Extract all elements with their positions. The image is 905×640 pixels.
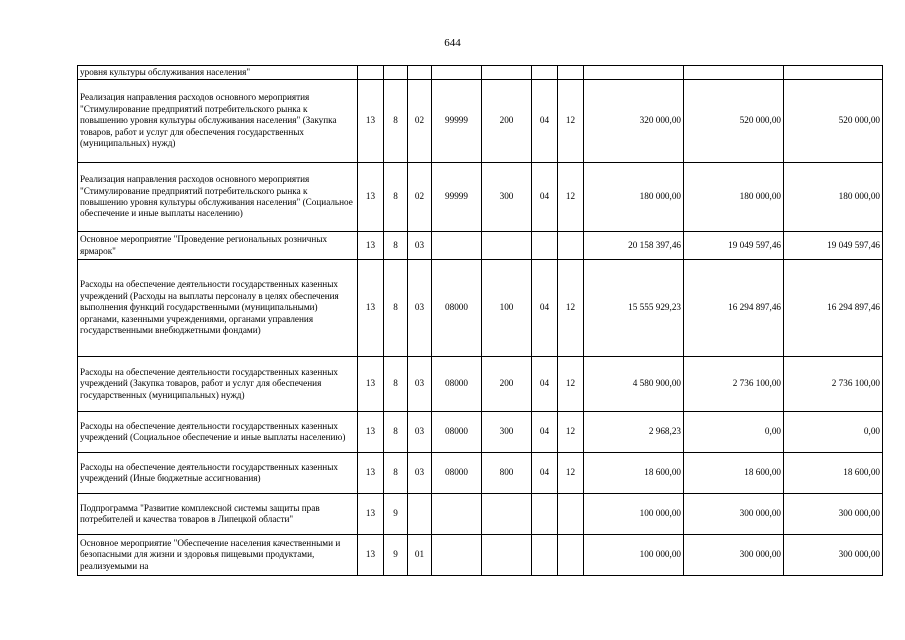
amount-year3-cell: 18 600,00 <box>784 453 883 494</box>
code-pp-cell <box>384 66 408 80</box>
code-direction-cell <box>432 66 482 80</box>
table-row <box>78 260 883 357</box>
table-row <box>78 494 883 535</box>
code-gp-cell: 13 <box>358 535 384 576</box>
code-om-cell <box>408 66 432 80</box>
table-row <box>78 357 883 412</box>
amount-year1-cell: 100 000,00 <box>584 494 684 535</box>
page-number: 644 <box>444 37 461 49</box>
code-direction-cell: 08000 <box>432 412 482 453</box>
table-row <box>78 163 883 232</box>
code-subsection-cell <box>558 535 584 576</box>
code-direction-cell <box>432 494 482 535</box>
row-name-cell: Расходы на обеспечение деятельности государственных казенных учреждений (Иные бюджетные ассигнования) <box>78 453 358 494</box>
budget-table <box>77 65 883 576</box>
amount-year3-cell: 180 000,00 <box>784 163 883 232</box>
amount-year3-cell: 300 000,00 <box>784 494 883 535</box>
table-row <box>78 66 883 80</box>
code-subsection-cell <box>558 232 584 260</box>
code-subsection-cell: 12 <box>558 357 584 412</box>
amount-year3-cell: 2 736 100,00 <box>784 357 883 412</box>
amount-year3-cell: 0,00 <box>784 412 883 453</box>
amount-year3-cell: 300 000,00 <box>784 535 883 576</box>
code-subsection-cell: 12 <box>558 412 584 453</box>
row-name-cell: Реализация направления расходов основного мероприятия "Стимулирование предприятий потребительского рынка к повышению уровня культуры обслуживания населения" (Социальное обеспечение и иные выплаты населению) <box>78 163 358 232</box>
amount-year1-cell: 100 000,00 <box>584 535 684 576</box>
code-om-cell <box>408 494 432 535</box>
amount-year2-cell: 300 000,00 <box>684 494 784 535</box>
code-om-cell: 03 <box>408 412 432 453</box>
amount-year2-cell <box>684 66 784 80</box>
row-name-cell: Подпрограмма "Развитие комплексной системы защиты прав потребителей и качества товаров в Липецкой области" <box>78 494 358 535</box>
code-gp-cell: 13 <box>358 412 384 453</box>
amount-year1-cell: 180 000,00 <box>584 163 684 232</box>
amount-year2-cell: 300 000,00 <box>684 535 784 576</box>
amount-year2-cell: 19 049 597,46 <box>684 232 784 260</box>
code-om-cell: 03 <box>408 232 432 260</box>
code-om-cell: 03 <box>408 357 432 412</box>
code-subsection-cell: 12 <box>558 163 584 232</box>
code-pp-cell: 9 <box>384 494 408 535</box>
table-row <box>78 232 883 260</box>
code-section-cell: 04 <box>532 80 558 163</box>
amount-year1-cell: 2 968,23 <box>584 412 684 453</box>
code-section-cell <box>532 494 558 535</box>
row-name-cell: уровня культуры обслуживания населения" <box>78 66 358 80</box>
table-row <box>78 80 883 163</box>
amount-year1-cell: 20 158 397,46 <box>584 232 684 260</box>
code-expense-type-cell: 100 <box>482 260 532 357</box>
amount-year2-cell: 520 000,00 <box>684 80 784 163</box>
code-gp-cell: 13 <box>358 357 384 412</box>
code-gp-cell: 13 <box>358 163 384 232</box>
row-name-cell: Основное мероприятие "Проведение региональных розничных ярмарок" <box>78 232 358 260</box>
code-pp-cell: 8 <box>384 357 408 412</box>
code-direction-cell: 99999 <box>432 80 482 163</box>
row-name-cell: Реализация направления расходов основного мероприятия "Стимулирование предприятий потребительского рынка к повышению уровня культуры обслуживания населения" (Закупка товаров, работ и услуг для обеспечения государственных (муниципальных) нужд) <box>78 80 358 163</box>
code-expense-type-cell: 300 <box>482 163 532 232</box>
code-section-cell: 04 <box>532 357 558 412</box>
code-expense-type-cell <box>482 535 532 576</box>
code-expense-type-cell: 200 <box>482 80 532 163</box>
row-name-cell: Расходы на обеспечение деятельности государственных казенных учреждений (Расходы на выплаты персоналу в целях обеспечения выполнения функций государственными (муниципальными) органами, казенными учреждениями, органами управления государственными внебюджетными фондами) <box>78 260 358 357</box>
code-direction-cell: 08000 <box>432 357 482 412</box>
code-om-cell: 03 <box>408 453 432 494</box>
code-gp-cell: 13 <box>358 260 384 357</box>
code-pp-cell: 8 <box>384 260 408 357</box>
code-pp-cell: 8 <box>384 453 408 494</box>
amount-year3-cell: 16 294 897,46 <box>784 260 883 357</box>
row-name-cell: Расходы на обеспечение деятельности государственных казенных учреждений (Социальное обеспечение и иные выплаты населению) <box>78 412 358 453</box>
amount-year3-cell: 520 000,00 <box>784 80 883 163</box>
table-row <box>78 535 883 576</box>
code-gp-cell: 13 <box>358 453 384 494</box>
code-section-cell <box>532 535 558 576</box>
row-name-cell: Расходы на обеспечение деятельности государственных казенных учреждений (Закупка товаров, работ и услуг для обеспечения государственных (муниципальных) нужд) <box>78 357 358 412</box>
code-gp-cell: 13 <box>358 494 384 535</box>
code-subsection-cell: 12 <box>558 80 584 163</box>
code-pp-cell: 8 <box>384 80 408 163</box>
code-expense-type-cell: 200 <box>482 357 532 412</box>
code-expense-type-cell <box>482 66 532 80</box>
code-section-cell: 04 <box>532 453 558 494</box>
amount-year2-cell: 2 736 100,00 <box>684 357 784 412</box>
amount-year1-cell: 15 555 929,23 <box>584 260 684 357</box>
code-direction-cell <box>432 535 482 576</box>
code-expense-type-cell: 800 <box>482 453 532 494</box>
code-om-cell: 03 <box>408 260 432 357</box>
code-om-cell: 01 <box>408 535 432 576</box>
amount-year3-cell: 19 049 597,46 <box>784 232 883 260</box>
amount-year2-cell: 0,00 <box>684 412 784 453</box>
code-om-cell: 02 <box>408 163 432 232</box>
code-pp-cell: 8 <box>384 412 408 453</box>
code-gp-cell: 13 <box>358 232 384 260</box>
code-section-cell: 04 <box>532 412 558 453</box>
code-expense-type-cell <box>482 232 532 260</box>
code-subsection-cell <box>558 66 584 80</box>
code-pp-cell: 9 <box>384 535 408 576</box>
code-subsection-cell: 12 <box>558 453 584 494</box>
amount-year2-cell: 16 294 897,46 <box>684 260 784 357</box>
code-pp-cell: 8 <box>384 163 408 232</box>
row-name-cell: Основное мероприятие "Обеспечение населения качественными и безопасными для жизни и здоровья пищевыми продуктами, реализуемыми на <box>78 535 358 576</box>
code-direction-cell: 08000 <box>432 260 482 357</box>
code-subsection-cell <box>558 494 584 535</box>
code-gp-cell <box>358 66 384 80</box>
code-direction-cell: 99999 <box>432 163 482 232</box>
code-expense-type-cell <box>482 494 532 535</box>
amount-year2-cell: 18 600,00 <box>684 453 784 494</box>
code-direction-cell: 08000 <box>432 453 482 494</box>
amount-year2-cell: 180 000,00 <box>684 163 784 232</box>
code-gp-cell: 13 <box>358 80 384 163</box>
code-direction-cell <box>432 232 482 260</box>
code-pp-cell: 8 <box>384 232 408 260</box>
table-row <box>78 412 883 453</box>
amount-year1-cell: 4 580 900,00 <box>584 357 684 412</box>
amount-year3-cell <box>784 66 883 80</box>
code-om-cell: 02 <box>408 80 432 163</box>
code-section-cell: 04 <box>532 163 558 232</box>
code-subsection-cell: 12 <box>558 260 584 357</box>
code-section-cell <box>532 232 558 260</box>
amount-year1-cell: 18 600,00 <box>584 453 684 494</box>
amount-year1-cell <box>584 66 684 80</box>
table-row <box>78 453 883 494</box>
code-section-cell <box>532 66 558 80</box>
amount-year1-cell: 320 000,00 <box>584 80 684 163</box>
code-section-cell: 04 <box>532 260 558 357</box>
code-expense-type-cell: 300 <box>482 412 532 453</box>
